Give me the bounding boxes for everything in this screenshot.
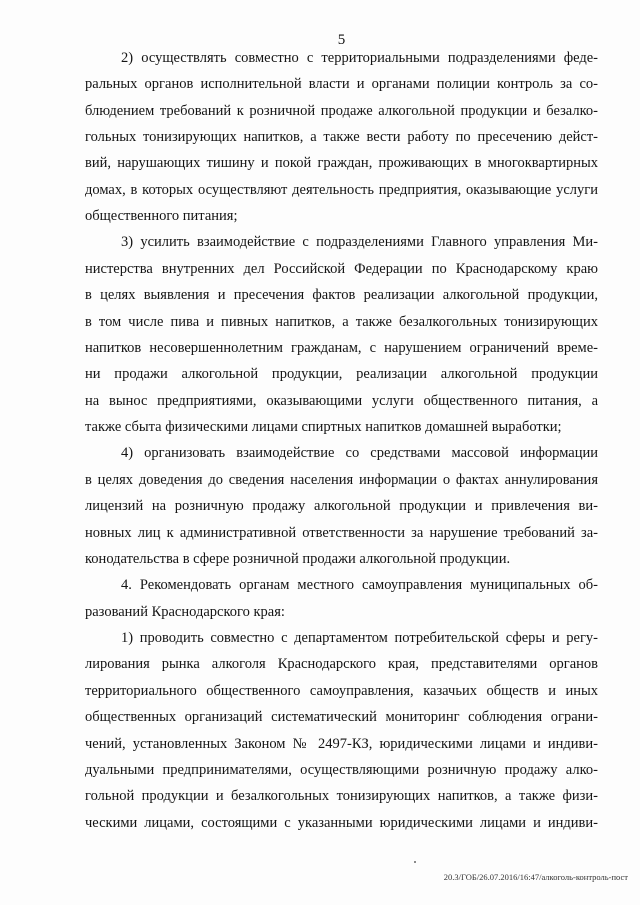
text-line: на вынос предприятиями, оказывающими услуги общественного питания, а (85, 392, 598, 409)
text-line: напитков несовершеннолетним гражданам, с нарушением ограничений време- (85, 339, 598, 356)
paragraph-item-2 (85, 45, 598, 230)
text-line: чений, установленных Законом № 2497-КЗ, юридическими лицами и индиви- (85, 735, 598, 752)
text-line: ческими лицами, состоящими с указанными юридическими лицами и индиви- (85, 814, 598, 831)
text-line: 4. Рекомендовать органам местного самоуправления муниципальных об- (121, 577, 598, 594)
text-line: блюдением требований к розничной продаже алкогольной продукции и безалко- (85, 102, 598, 119)
footer-document-code: 20.3/ГОБ/26.07.2016/16:47/алкоголь-контроль-пост (443, 872, 628, 882)
paragraph-item-1 (85, 625, 598, 836)
page-number: 5 (337, 32, 346, 48)
text-line: ральных органов исполнительной власти и органами полиции контроль за со- (85, 76, 598, 93)
text-line: 3) усилить взаимодействие с подразделениями Главного управления Ми- (121, 234, 598, 251)
text-line: лирования рынка алкоголя Краснодарского края, представителями органов (85, 656, 598, 673)
body-text (85, 45, 598, 836)
text-line: также сбыта физическими лицами спиртных напитков домашней выработки; (85, 419, 562, 436)
text-line: 1) проводить совместно с департаментом потребительской сферы и регу- (121, 630, 598, 647)
text-line: общественного питания; (85, 208, 238, 225)
paragraph-item-3 (85, 229, 598, 440)
text-line: ни продажи алкогольной продукции, реализации алкогольной продукции (85, 366, 598, 383)
text-line: новных лиц к административной ответственности за нарушение требований за- (85, 524, 598, 541)
text-line: в том числе пива и пивных напитков, а также безалкогольных тонизирующих (85, 313, 598, 330)
text-line: общественных организаций систематический мониторинг соблюдения ограни- (85, 709, 598, 726)
text-line: вий, нарушающих тишину и покой граждан, проживающих в многоквартирных (85, 155, 598, 172)
text-line: лицензий на розничную продажу алкогольной продукции и привлечения ви- (85, 498, 598, 515)
section-4-heading (85, 572, 598, 625)
text-line: дуальными предпринимателями, осуществляющими розничную продажу алко- (85, 761, 598, 778)
text-line: 2) осуществлять совместно с территориальными подразделениями феде- (121, 49, 598, 66)
text-line: 4) организовать взаимодействие со средствами массовой информации (121, 445, 598, 462)
scan-speck (414, 861, 416, 863)
text-line: разований Краснодарского края: (85, 603, 285, 620)
text-line: гольной продукции и безалкогольных тонизирующих напитков, а также физи- (85, 788, 598, 805)
paragraph-item-4 (85, 440, 598, 572)
text-line: гольных тонизирующих напитков, а также вести работу по пресечению дейст- (85, 128, 598, 145)
text-line: в целях доведения до сведения населения информации о фактах аннулирования (85, 471, 598, 488)
text-line: домах, в которых осуществляют деятельность предприятия, оказывающие услуги (85, 181, 598, 198)
text-line: нистерства внутренних дел Российской Федерации по Краснодарскому краю (85, 260, 598, 277)
text-line: конодательства в сфере розничной продажи алкогольной продукции. (85, 550, 511, 567)
text-line: в целях выявления и пресечения фактов реализации алкогольной продукции, (85, 287, 598, 304)
text-line: территориального общественного самоуправления, казачьих обществ и иных (85, 682, 598, 699)
